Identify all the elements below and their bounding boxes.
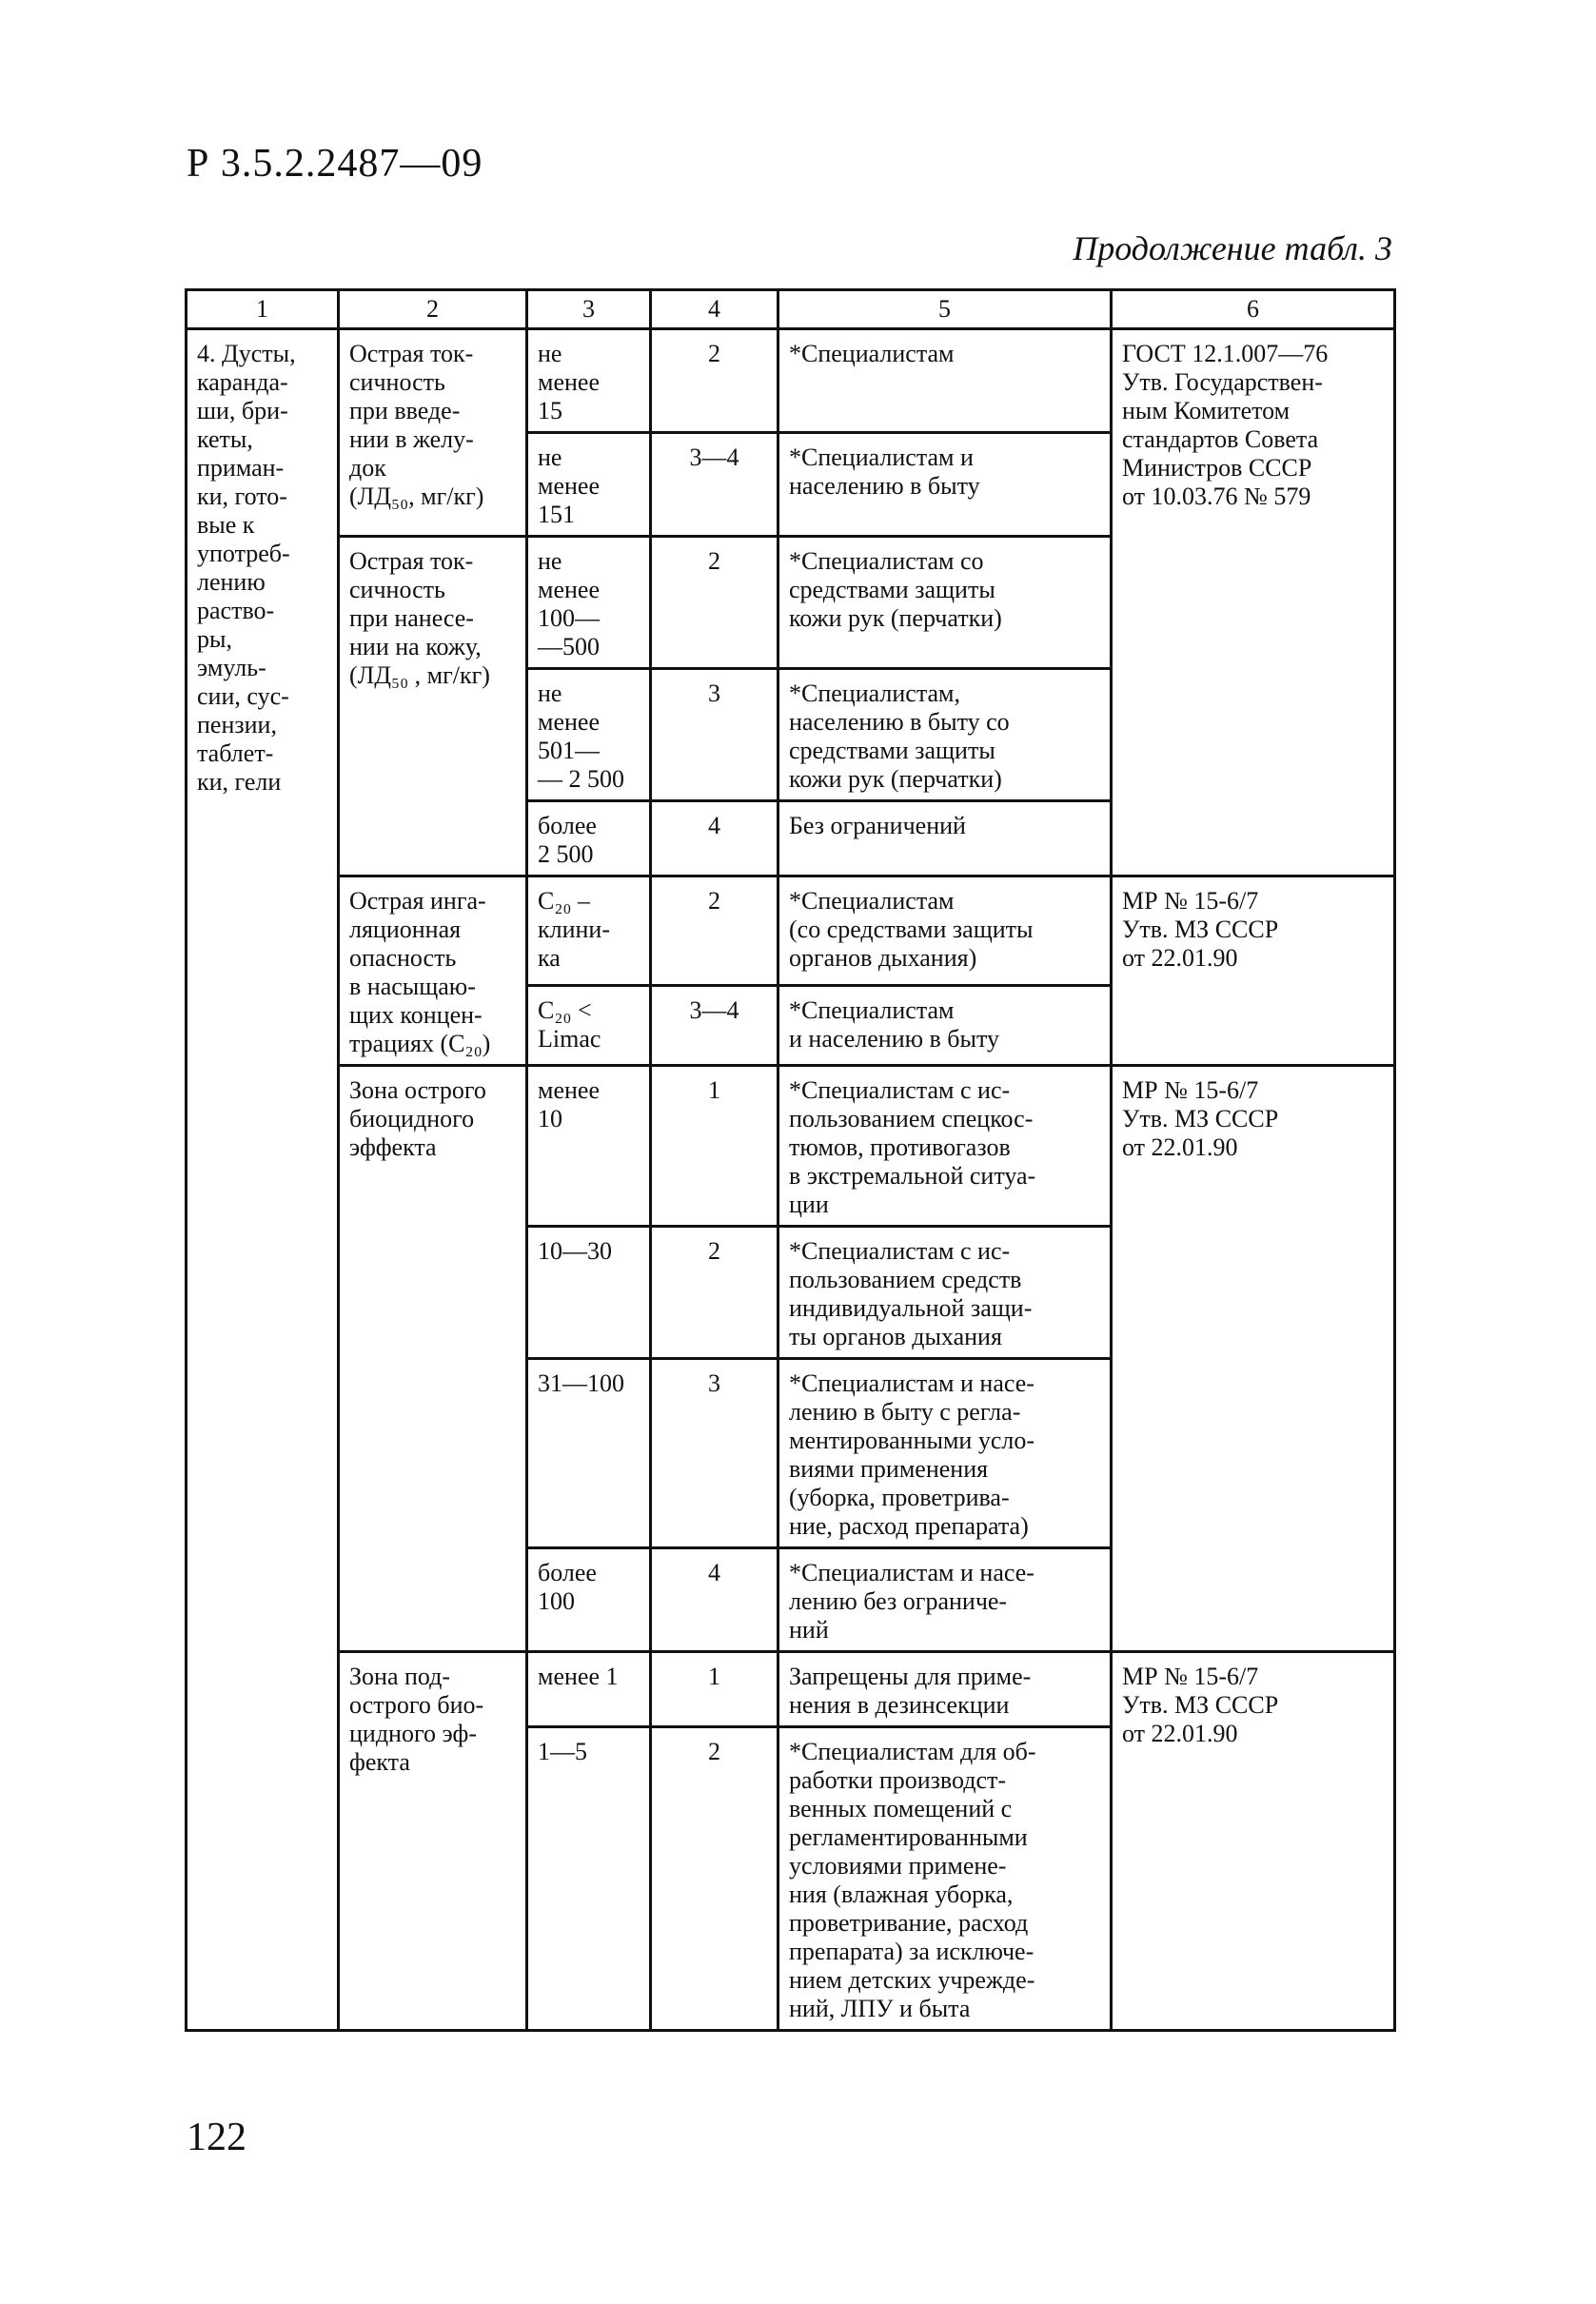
hazard-class-cell: 1: [651, 1652, 778, 1727]
recommendation-cell-line: (уборка, проветрива-: [789, 1484, 1010, 1511]
value-cell-line: 100: [538, 1587, 575, 1615]
value-cell-line: Limac: [538, 1025, 601, 1054]
product-form-cell-line: приман-: [197, 454, 285, 482]
value-cell: [527, 329, 651, 433]
recommendation-cell-line: в экстремальной ситуа-: [789, 1162, 1036, 1190]
indicator-cell-line: трациях (C₂₀): [349, 1030, 491, 1057]
regulation-cell-line: Министров СССР: [1122, 454, 1312, 482]
recommendation-cell: [778, 801, 1112, 876]
hazard-class-cell: 1: [651, 1066, 778, 1227]
recommendation-cell-line: *Специалистам: [789, 996, 955, 1025]
table-row: [187, 876, 1395, 986]
recommendation-cell: [778, 669, 1112, 801]
indicator-cell-line: при введе-: [349, 397, 461, 424]
regulation-cell-line: Утв. МЗ СССР: [1122, 916, 1279, 943]
recommendation-cell-line: лению в быту с регла-: [789, 1398, 1021, 1426]
recommendation-cell-line: проветривание, расход: [789, 1909, 1029, 1937]
value-cell-line: менее 1: [538, 1663, 619, 1690]
value-cell-line: — 2 500: [538, 765, 624, 793]
value-cell-line: не: [538, 547, 562, 575]
recommendation-cell-line: ции: [789, 1191, 829, 1218]
value-cell: [527, 537, 651, 669]
recommendation-cell-line: виями применения: [789, 1455, 989, 1483]
hygiene-table: [185, 288, 1396, 2032]
document-code: Р 3.5.2.2487—09: [187, 142, 483, 186]
recommendation-cell-line: работки производст-: [789, 1766, 1007, 1794]
recommendation-cell: [778, 1066, 1112, 1227]
recommendation-cell-line: средствами защиты: [789, 576, 995, 603]
value-cell: [527, 1548, 651, 1652]
recommendation-cell-line: кожи рук (перчатки): [789, 765, 1002, 793]
recommendation-cell-line: *Специалистам с ис-: [789, 1237, 1011, 1265]
value-cell-line: не: [538, 679, 562, 707]
value-cell: [527, 1359, 651, 1548]
value-cell-line: 2 500: [538, 840, 594, 868]
indicator-cell-line: Острая ток-: [349, 547, 474, 575]
value-cell-line: не: [538, 340, 562, 367]
recommendation-cell: [778, 433, 1112, 537]
recommendation-cell-line: Без ограничений: [789, 812, 966, 839]
column-header: 4: [651, 290, 778, 329]
recommendation-cell-line: *Специалистам и насе-: [789, 1369, 1034, 1397]
recommendation-cell: [778, 537, 1112, 669]
value-cell: [527, 433, 651, 537]
indicator-cell-line: щих концен-: [349, 1001, 483, 1029]
product-form-cell-line: лению: [197, 568, 266, 596]
column-header: 1: [187, 290, 339, 329]
indicator-cell-line: Острая ток-: [349, 340, 474, 367]
recommendation-cell-line: *Специалистам с ис-: [789, 1076, 1011, 1104]
hazard-class-cell: 2: [651, 537, 778, 669]
recommendation-cell-line: населению в быту: [789, 472, 980, 500]
recommendation-cell-line: органов дыхания): [789, 944, 977, 972]
column-header: 5: [778, 290, 1112, 329]
indicator-cell-line: сичность: [349, 368, 445, 396]
indicator-cell-line: при нанесе-: [349, 604, 474, 632]
regulation-cell-line: стандартов Совета: [1122, 425, 1319, 453]
value-cell-line: менее: [538, 368, 600, 396]
regulation-cell-line: Утв. МЗ СССР: [1122, 1691, 1279, 1719]
indicator-cell: [339, 1652, 527, 2031]
recommendation-cell-line: индивидуальной защи-: [789, 1294, 1033, 1322]
recommendation-cell-line: пользованием спецкос-: [789, 1105, 1034, 1132]
value-cell: [527, 1652, 651, 1727]
indicator-cell-line: цидного эф-: [349, 1720, 477, 1747]
hazard-class-cell: 3: [651, 1359, 778, 1548]
recommendation-cell: [778, 1359, 1112, 1548]
indicator-cell: [339, 329, 527, 537]
product-form-cell-line: ры,: [197, 625, 232, 653]
indicator-cell-line: нии на кожу,: [349, 633, 482, 660]
indicator-cell-line: ляционная: [349, 916, 462, 943]
regulation-cell: [1112, 1066, 1395, 1652]
recommendation-cell: [778, 1652, 1112, 1727]
hazard-class-cell: 3: [651, 669, 778, 801]
product-form-cell-line: каранда-: [197, 368, 288, 396]
recommendation-cell-line: ния (влажная уборка,: [789, 1881, 1014, 1908]
recommendation-cell-line: кожи рук (перчатки): [789, 604, 1002, 632]
recommendation-cell-line: венных помещений с: [789, 1795, 1013, 1822]
recommendation-cell-line: нения в дезинсекции: [789, 1691, 1010, 1719]
regulation-cell-line: от 22.01.90: [1122, 1720, 1238, 1747]
product-form-cell-line: раство-: [197, 597, 275, 624]
product-form-cell-line: вые к: [197, 511, 255, 539]
regulation-cell-line: ГОСТ 12.1.007—76: [1122, 340, 1329, 367]
product-form-cell-line: ки, гото-: [197, 482, 287, 510]
recommendation-cell-line: препарата) за исключе-: [789, 1938, 1034, 1965]
product-form-cell-line: употреб-: [197, 540, 290, 567]
recommendation-cell-line: Запрещены для приме-: [789, 1663, 1032, 1690]
hazard-class-cell: 3—4: [651, 433, 778, 537]
value-cell: [527, 876, 651, 986]
regulation-cell-line: от 22.01.90: [1122, 944, 1238, 972]
indicator-cell: [339, 537, 527, 876]
recommendation-cell-line: лению без ограниче-: [789, 1587, 1008, 1615]
recommendation-cell-line: тюмов, противогазов: [789, 1133, 1011, 1161]
value-cell: [527, 986, 651, 1066]
indicator-cell-line: нии в желу-: [349, 425, 474, 453]
recommendation-cell-line: *Специалистам,: [789, 679, 960, 707]
recommendation-cell-line: *Специалистам и: [789, 443, 974, 471]
indicator-cell-line: Зона острого: [349, 1076, 486, 1104]
product-form-cell-line: кеты,: [197, 425, 253, 453]
product-form-cell-line: ши, бри-: [197, 397, 288, 424]
regulation-cell-line: Утв. Государствен-: [1122, 368, 1323, 396]
indicator-cell: [339, 876, 527, 1066]
value-cell: [527, 669, 651, 801]
value-cell-line: ка: [538, 944, 561, 972]
table-caption: Продолжение табл. 3: [1073, 229, 1392, 267]
value-cell-line: 1—5: [538, 1738, 587, 1765]
column-header: 3: [527, 290, 651, 329]
hazard-class-cell: 2: [651, 1227, 778, 1359]
indicator-cell-line: в насыщаю-: [349, 973, 476, 1000]
recommendation-cell-line: населению в быту со: [789, 708, 1010, 736]
value-cell-line: 100—: [538, 604, 600, 632]
hazard-class-cell: 2: [651, 876, 778, 986]
value-cell-line: 31—100: [538, 1369, 624, 1397]
value-cell-line: 15: [538, 397, 562, 424]
value-cell-line: 10—30: [538, 1237, 612, 1265]
indicator-cell-line: Острая инга-: [349, 887, 486, 915]
product-form-cell-line: эмуль-: [197, 654, 266, 681]
recommendation-cell-line: средствами защиты: [789, 737, 995, 764]
value-cell-line: более: [538, 1559, 597, 1586]
value-cell-line: 151: [538, 501, 575, 528]
indicator-cell-line: эффекта: [349, 1133, 437, 1161]
recommendation-cell-line: ты органов дыхания: [789, 1323, 1002, 1350]
indicator-cell-line: фекта: [349, 1748, 410, 1776]
recommendation-cell: [778, 876, 1112, 986]
recommendation-cell-line: ментированными усло-: [789, 1427, 1034, 1454]
regulation-cell-line: МР № 15-6/7: [1122, 887, 1259, 915]
regulation-cell: [1112, 329, 1395, 876]
recommendation-cell-line: регламентированными: [789, 1823, 1028, 1851]
value-cell-line: 10: [538, 1105, 562, 1132]
recommendation-cell: [778, 1727, 1112, 2031]
table-row: [187, 329, 1395, 433]
product-form-cell-line: пензии,: [197, 711, 277, 738]
hazard-class-cell: 2: [651, 329, 778, 433]
indicator-cell-line: (ЛД₅₀ , мг/кг): [349, 661, 490, 689]
value-cell: [527, 1066, 651, 1227]
regulation-cell-line: МР № 15-6/7: [1122, 1663, 1259, 1690]
value-cell-line: C₂₀ <: [538, 996, 592, 1025]
value-cell-line: C₂₀ –: [538, 887, 590, 915]
recommendation-cell: [778, 329, 1112, 433]
value-cell-line: не: [538, 443, 562, 471]
regulation-cell-line: Утв. МЗ СССР: [1122, 1105, 1279, 1132]
indicator-cell-line: биоцидного: [349, 1105, 475, 1132]
table-row: [187, 1652, 1395, 1727]
recommendation-cell-line: условиями примене-: [789, 1852, 1007, 1880]
value-cell-line: менее: [538, 708, 600, 736]
value-cell: [527, 1227, 651, 1359]
recommendation-cell: [778, 1227, 1112, 1359]
recommendation-cell: [778, 986, 1112, 1066]
recommendation-cell-line: пользованием средств: [789, 1266, 1022, 1293]
regulation-cell-line: МР № 15-6/7: [1122, 1076, 1259, 1104]
product-form-cell-line: сии, сус-: [197, 682, 289, 710]
indicator-cell-line: сичность: [349, 576, 445, 603]
value-cell-line: более: [538, 812, 597, 839]
indicator-cell-line: Зона под-: [349, 1663, 451, 1690]
value-cell-line: менее: [538, 472, 600, 500]
indicator-cell: [339, 1066, 527, 1652]
column-header: 6: [1112, 290, 1395, 329]
hazard-class-cell: 2: [651, 1727, 778, 2031]
product-form-cell-line: 4. Дусты,: [197, 340, 296, 367]
recommendation-cell-line: нием детских учрежде-: [789, 1966, 1035, 1994]
value-cell-line: 501—: [538, 737, 600, 764]
column-header: 2: [339, 290, 527, 329]
product-form-cell-line: таблет-: [197, 739, 274, 767]
value-cell-line: менее: [538, 576, 600, 603]
recommendation-cell: [778, 1548, 1112, 1652]
recommendation-cell-line: *Специалистам: [789, 887, 955, 915]
value-cell-line: клини-: [538, 916, 611, 943]
recommendation-cell-line: и населению в быту: [789, 1025, 1000, 1054]
recommendation-cell-line: ние, расход препарата): [789, 1512, 1029, 1540]
product-form-cell: [187, 329, 339, 2031]
indicator-cell-line: (ЛД₅₀, мг/кг): [349, 482, 484, 510]
recommendation-cell-line: ний: [789, 1616, 829, 1644]
table-row: [187, 1066, 1395, 1227]
recommendation-cell-line: ний, ЛПУ и быта: [789, 1995, 971, 2022]
product-form-cell-line: ки, гели: [197, 768, 282, 796]
value-cell-line: —500: [538, 633, 600, 660]
regulation-cell: [1112, 876, 1395, 1066]
table-header-row: [187, 290, 1395, 329]
regulation-cell: [1112, 1652, 1395, 2031]
regulation-cell-line: от 10.03.76 № 579: [1122, 482, 1311, 510]
page-number: 122: [187, 2116, 246, 2159]
hazard-class-cell: 4: [651, 1548, 778, 1652]
recommendation-cell-line: (со средствами защиты: [789, 916, 1034, 943]
value-cell: [527, 801, 651, 876]
indicator-cell-line: опасность: [349, 944, 457, 972]
indicator-cell-line: острого био-: [349, 1691, 484, 1719]
recommendation-cell-line: *Специалистам для об-: [789, 1738, 1036, 1765]
recommendation-cell-line: *Специалистам и насе-: [789, 1559, 1034, 1586]
regulation-cell-line: ным Комитетом: [1122, 397, 1291, 424]
hazard-class-cell: 4: [651, 801, 778, 876]
recommendation-cell-line: *Специалистам со: [789, 547, 984, 575]
value-cell-line: менее: [538, 1076, 600, 1104]
value-cell: [527, 1727, 651, 2031]
hazard-class-cell: 3—4: [651, 986, 778, 1066]
regulation-cell-line: от 22.01.90: [1122, 1133, 1238, 1161]
recommendation-cell-line: *Специалистам: [789, 340, 955, 367]
indicator-cell-line: док: [349, 454, 386, 482]
